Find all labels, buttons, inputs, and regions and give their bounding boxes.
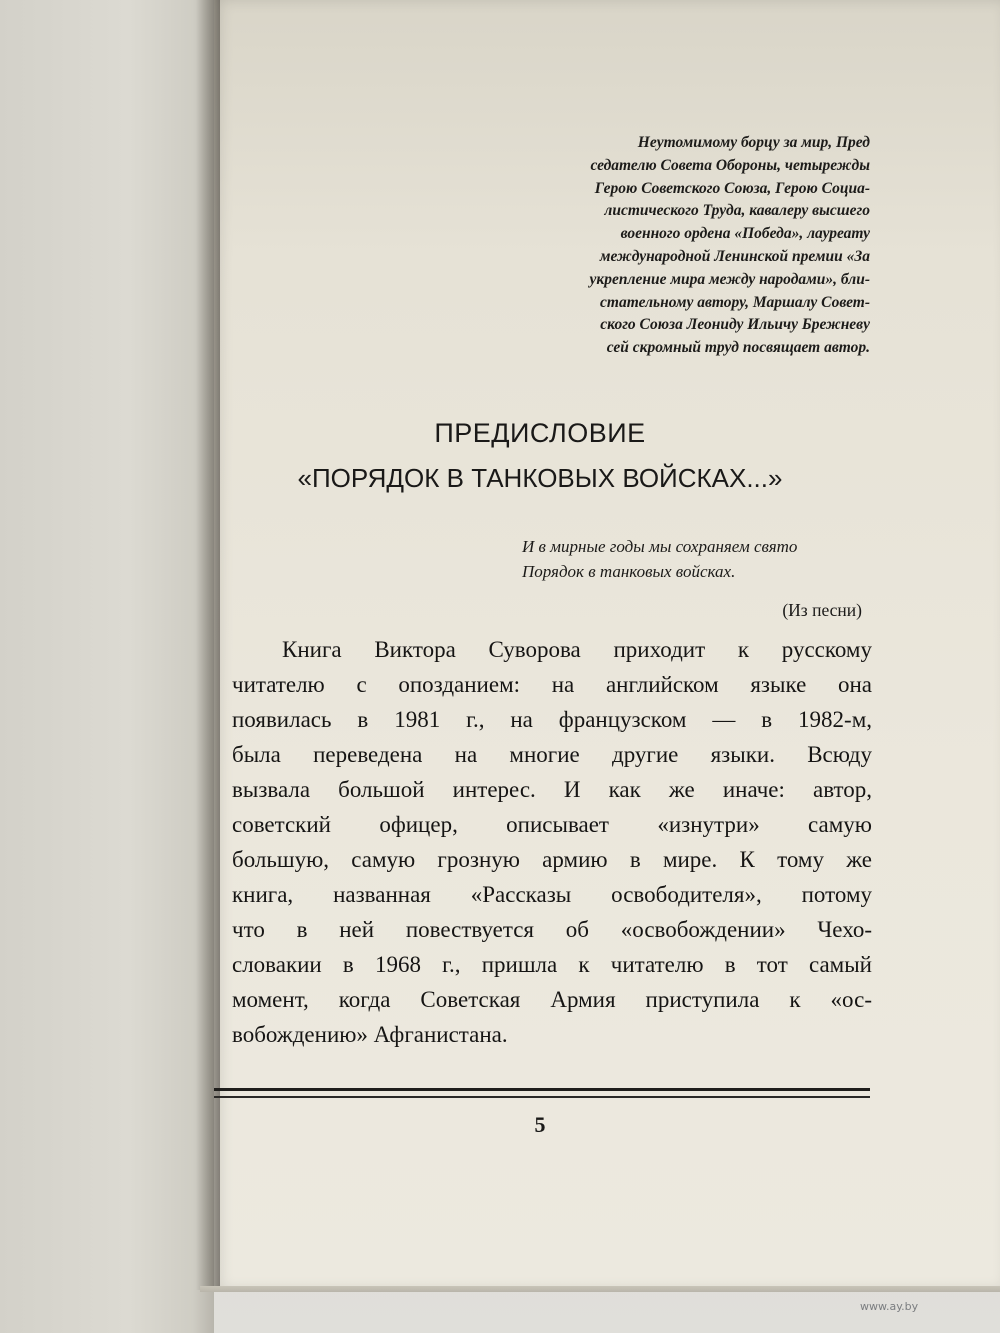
body-line: что в ней повествуется об «освобождении» Чехо- (232, 917, 872, 942)
dedication-line: седателю Совета Обороны, четырежды (590, 156, 870, 174)
dedication-line: Неутомимому борцу за мир, Пред (637, 134, 870, 151)
epigraph (480, 534, 860, 584)
epigraph-source: (Из песни) (782, 600, 862, 620)
body-paragraph (232, 632, 872, 1052)
body-line: читателю с опозданием: на английском языке она (232, 672, 872, 697)
dedication-line: сей скромный труд посвящает автор. (606, 339, 870, 357)
body-line: вызвала большой интерес. И как же иначе: автор, (232, 777, 872, 802)
dedication (480, 132, 870, 360)
dedication-line: листического Труда, кавалеру высшего (604, 202, 870, 220)
footer-rule-thin (214, 1096, 870, 1098)
body-line: книга, названная «Рассказы освободителя», потому (232, 882, 872, 907)
page-number: 5 (534, 1112, 546, 1137)
dedication-line: ского Союза Леониду Ильичу Брежневу (600, 316, 870, 334)
dedication-line: укрепление мира между народами», бли- (589, 270, 870, 288)
body-line: большую, самую грозную армию в мире. К тому же (232, 847, 872, 872)
dedication-line: Герою Советского Союза, Герою Социа- (594, 179, 870, 197)
dedication-line: стательному автору, Маршалу Совет- (600, 293, 870, 311)
body-line: Книга Виктора Суворова приходит к русскому (282, 637, 872, 662)
page-bottom-edge (200, 1286, 1000, 1292)
body-line: была переведена на многие другие языки. Всюду (232, 742, 872, 767)
body-line: словакии в 1968 г., пришла к читателю в тот самый (232, 952, 872, 977)
dedication-line: международной Ленинской премии «За (599, 247, 870, 265)
epigraph-line: И в мирные годы мы сохраняем свято (522, 537, 798, 556)
body-line: момент, когда Советская Армия приступила к «ос- (232, 987, 872, 1012)
epigraph-line: Порядок в танковых войсках. (522, 562, 736, 581)
footer-rule-thick (214, 1088, 870, 1091)
left-page-edge (0, 0, 214, 1333)
body-line: вобождению» Афганистана. (232, 1022, 508, 1047)
body-line: советский офицер, описывает «изнутри» самую (232, 812, 872, 837)
watermark: www.ay.by (860, 1300, 919, 1313)
dedication-line: военного ордена «Победа», лауреату (620, 225, 870, 243)
chapter-heading: ПРЕДИСЛОВИЕ (434, 418, 646, 448)
chapter-subheading: «ПОРЯДОК В ТАНКОВЫХ ВОЙСКАХ...» (297, 463, 783, 493)
body-line: появилась в 1981 г., на французском — в 1982-м, (232, 707, 872, 732)
